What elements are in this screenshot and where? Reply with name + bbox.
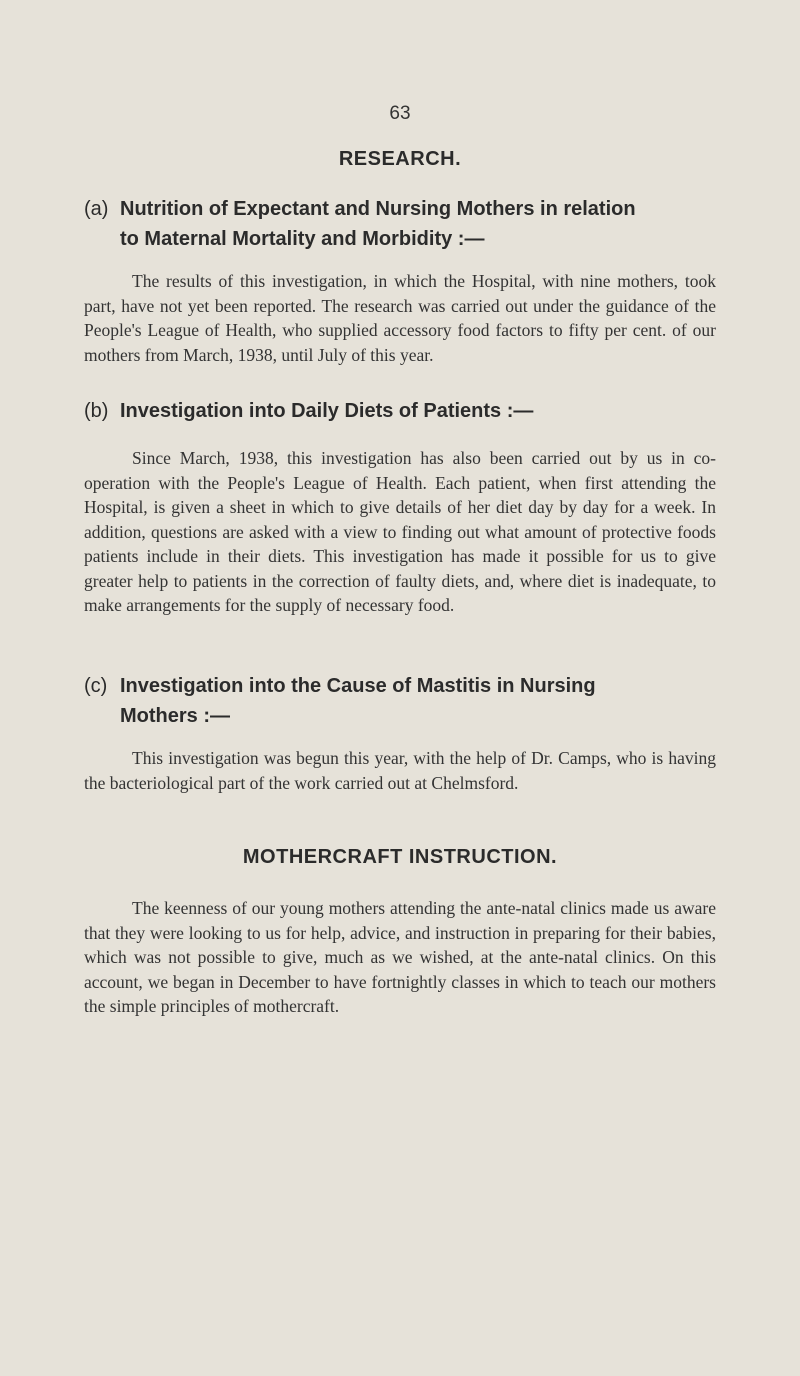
heading-a-line1: Nutrition of Expectant and Nursing Mothers in relation [120,198,636,220]
heading-c-line2: Mothers :— [120,705,230,727]
heading-c-marker: (c) [84,675,108,697]
heading-b [84,396,724,426]
page-number: 63 [389,103,411,124]
heading-a [84,194,724,254]
paragraph-a: The results of this investigation, in which the Hospital, with nine mothers, took part, have not yet been reported. The research was carried out under the guidance of the People's League of Health, who supplied accessory food factors to fifty per cent. of our mothers from March, 1938, until July of this year. [84,271,716,365]
heading-b-line1: Investigation into Daily Diets of Patients :— [120,400,534,422]
heading-b-marker: (b) [84,400,109,422]
heading-c [84,671,724,731]
mothercraft-title: MOTHERCRAFT INSTRUCTION. [242,846,558,868]
heading-c-line1: Investigation into the Cause of Mastitis in Nursing [120,675,596,697]
paragraph-mothercraft: The keenness of our young mothers attending the ante-natal clinics made us aware that they were looking to us for help, advice, and instruction in preparing for their babies, which was not possible to give, much as we wished, at the ante-natal clinics. On this account, we began in December to have fortnightly classes in which to teach our mothers the simple principles of mothercraft. [84,898,716,1016]
heading-a-marker: (a) [84,198,109,220]
heading-a-line2: to Maternal Mortality and Morbidity :— [120,228,485,250]
paragraph-b: Since March, 1938, this investigation has also been carried out by us in co-operation with the People's League of Health. Each patient, when first attending the Hospital, is given a sheet in which to give details of her diet day by day for a week. In addition, questions are asked with a view to finding out what amount of protective foods patients include in their diets. This investigation has made it possible for us to give greater help to patients in the correction of faulty diets, and, where diet is inadequate, to make arrangements for the supply of necessary food. [84,448,716,615]
research-title: RESEARCH. [338,148,462,170]
paragraph-c: This investigation was begun this year, with the help of Dr. Camps, who is having the bacteriological part of the work carried out at Chelmsford. [84,748,716,793]
